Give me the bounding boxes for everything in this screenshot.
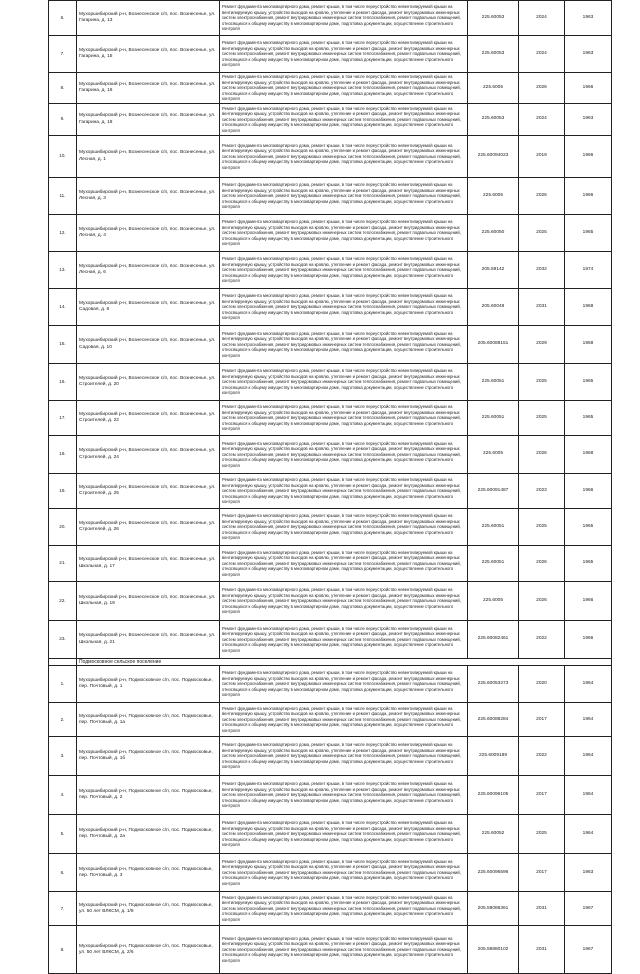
built-year-cell: 1964 — [565, 776, 612, 815]
table-row — [49, 926, 612, 974]
planned-year-cell: 2025 — [519, 815, 565, 854]
row-number: 6. — [49, 854, 77, 892]
built-year-cell: 1966 — [565, 582, 612, 621]
address-cell: Мухоршибирский р-н, Вознесенское с/п, пос. Вознесенье, ул. Гагарина, д. 13 — [77, 1, 220, 36]
cost-cell: 205.60088151 — [468, 326, 519, 364]
row-number: 10. — [49, 136, 77, 178]
cost-cell: 225.60096105 — [468, 776, 519, 815]
address-cell: Мухоршибирский р-н, Подмосковное с/п, пос. Подмосковье, пер. Почтовый, д. 1 — [77, 666, 220, 703]
planned-year-cell: 2031 — [519, 892, 565, 926]
cost-cell: 225.60053 — [468, 1, 519, 36]
cost-cell: 225.6009189 — [468, 737, 519, 776]
work-description-cell: Ремонт фундамента многоквартирного дома, ремонт крыши, в том числе переустройство невентилируемой крыши на вентилируемую крышу, устройство выходов на кровлю, утепление и ремонт фасада, ремонт внутридомовых инженерных систем электроснабжения, ремонт внутридомовых инженерных систем теплоснабжения, ремонт подвальных помещений, относящихся к общему имуществу в многоквартирном доме, подготовка документации, осуществление строительного контроля — [220, 73, 468, 104]
row-number: 21. — [49, 546, 77, 582]
planned-year-cell: 2026 — [519, 73, 565, 104]
planned-year-cell: 2026 — [519, 178, 565, 215]
table-row — [49, 737, 612, 776]
built-year-cell: 1966 — [565, 621, 612, 659]
cost-cell: 225.60082461 — [468, 621, 519, 659]
built-year-cell: 1963 — [565, 36, 612, 73]
row-number: 12. — [49, 215, 77, 252]
table-row — [49, 854, 612, 892]
cost-cell: 225.60051 — [468, 364, 519, 401]
built-year-cell: 1963 — [565, 854, 612, 892]
work-description-cell: Ремонт фундамента многоквартирного дома, ремонт крыши, в том числе переустройство невентилируемой крыши на вентилируемую крышу, устройство выходов на кровлю, утепление и ремонт фасада, ремонт внутридомовых инженерных систем электроснабжения, ремонт внутридомовых инженерных систем теплоснабжения, ремонт подвальных помещений, относящихся к общему имуществу в многоквартирном доме, подготовка документации, осуществление строительного контроля — [220, 136, 468, 178]
buildings-table — [48, 0, 612, 974]
address-cell: Мухоршибирский р-н, Подмосковное с/п, пос. Подмосковье, пер. Почтовый, д. 1б — [77, 737, 220, 776]
address-cell: Мухоршибирский р-н, Вознесенское с/п, пос. Вознесенье, ул. Строителей, д. 24 — [77, 436, 220, 474]
cost-cell: 205.59880102 — [468, 926, 519, 974]
planned-year-cell: 2025 — [519, 401, 565, 436]
planned-year-cell: 2019 — [519, 136, 565, 178]
work-description-cell: Ремонт фундамента многоквартирного дома, ремонт крыши, в том числе переустройство невентилируемой крыши на вентилируемую крышу, устройство выходов на кровлю, утепление и ремонт фасада, ремонт внутридомовых инженерных систем электроснабжения, ремонт внутридомовых инженерных систем теплоснабжения, ремонт подвальных помещений, относящихся к общему имуществу в многоквартирном доме, подготовка документации, осуществление строительного контроля — [220, 289, 468, 326]
cost-cell: 225.60088284 — [468, 703, 519, 737]
table-row — [49, 436, 612, 474]
address-cell: Мухоршибирский р-н, Вознесенское с/п, пос. Вознесенье, ул. Строителей, д. 22 — [77, 401, 220, 436]
built-year-cell: 1965 — [565, 546, 612, 582]
address-cell: Мухоршибирский р-н, Вознесенское с/п, пос. Вознесенье, ул. Гагарина, д. 18 — [77, 104, 220, 136]
row-number: 1. — [49, 666, 77, 703]
table-row — [49, 215, 612, 252]
built-year-cell: 1967 — [565, 892, 612, 926]
address-cell: Мухоршибирский р-н, Вознесенское с/п, пос. Вознесенье, ул. Лесная, д. 4 — [77, 215, 220, 252]
built-year-cell: 1964 — [565, 737, 612, 776]
planned-year-cell: 2026 — [519, 546, 565, 582]
work-description-cell: Ремонт фундамента многоквартирного дома, ремонт крыши, в том числе переустройство невентилируемой крыши на вентилируемую крышу, устройство выходов на кровлю, утепление и ремонт фасада, ремонт внутридомовых инженерных систем электроснабжения, ремонт внутридомовых инженерных систем теплоснабжения, ремонт подвальных помещений, относящихся к общему имуществу в многоквартирном доме, подготовка документации, осуществление строительного контроля — [220, 178, 468, 215]
address-cell: Мухоршибирский р-н, Подмосковное с/п, пос. Подмосковье, пер. Почтовый, д. 3 — [77, 854, 220, 892]
table-row — [49, 1, 612, 36]
address-cell: Мухоршибирский р-н, Подмосковное с/п, пос. Подмосковье, пер. Почтовый, д. 2 — [77, 776, 220, 815]
row-number: 15. — [49, 326, 77, 364]
row-number: 11. — [49, 178, 77, 215]
work-description-cell: Ремонт фундамента многоквартирного дома, ремонт крыши, в том числе переустройство невентилируемой крыши на вентилируемую крышу, устройство выходов на кровлю, утепление и ремонт фасада, ремонт внутридомовых инженерных систем электроснабжения, ремонт внутридомовых инженерных систем теплоснабжения, ремонт подвальных помещений, относящихся к общему имуществу в многоквартирном доме, подготовка документации, осуществление строительного контроля — [220, 509, 468, 546]
work-description-cell: Ремонт фундамента многоквартирного дома, ремонт крыши, в том числе переустройство невентилируемой крыши на вентилируемую крышу, устройство выходов на кровлю, утепление и ремонт фасада, ремонт внутридомовых инженерных систем электроснабжения, ремонт внутридомовых инженерных систем теплоснабжения, ремонт подвальных помещений, относящихся к общему имуществу в многоквартирном доме, подготовка документации, осуществление строительного контроля — [220, 815, 468, 854]
row-number: 17. — [49, 401, 77, 436]
address-cell: Мухоршибирский р-н, Вознесенское с/п, пос. Вознесенье, ул. Лесная, д. 6 — [77, 252, 220, 289]
planned-year-cell: 2032 — [519, 252, 565, 289]
row-number: 22. — [49, 582, 77, 621]
address-cell: Мухоршибирский р-н, Подмосковное с/п, пос. Подмосковье, ул. 50 лет ВЛКСМ, д. 1/8 — [77, 892, 220, 926]
work-description-cell: Ремонт фундамента многоквартирного дома, ремонт крыши, в том числе переустройство невентилируемой крыши на вентилируемую крышу, устройство выходов на кровлю, утепление и ремонт фасада, ремонт внутридомовых инженерных систем электроснабжения, ремонт внутридомовых инженерных систем теплоснабжения, ремонт подвальных помещений, относящихся к общему имуществу в многоквартирном доме, подготовка документации, осуществление строительного контроля — [220, 36, 468, 73]
row-number: 13. — [49, 252, 77, 289]
built-year-cell: 1966 — [565, 474, 612, 509]
row-number: 18. — [49, 436, 77, 474]
table-row — [49, 178, 612, 215]
built-year-cell: 1965 — [565, 509, 612, 546]
cost-cell: 225.6005 — [468, 178, 519, 215]
built-year-cell: 1966 — [565, 73, 612, 104]
work-description-cell: Ремонт фундамента многоквартирного дома, ремонт крыши, в том числе переустройство невентилируемой крыши на вентилируемую крышу, устройство выходов на кровлю, утепление и ремонт фасада, ремонт внутридомовых инженерных систем электроснабжения, ремонт внутридомовых инженерных систем теплоснабжения, ремонт подвальных помещений, относящихся к общему имуществу в многоквартирном доме, подготовка документации, осуществление строительного контроля — [220, 436, 468, 474]
planned-year-cell: 2017 — [519, 776, 565, 815]
address-cell: Мухоршибирский р-н, Подмосковное с/п, пос. Подмосковье, ул. 50 лет ВЛКСМ, д. 2/6 — [77, 926, 220, 974]
row-number: 23. — [49, 621, 77, 659]
built-year-cell: 1966 — [565, 136, 612, 178]
planned-year-cell: 2024 — [519, 36, 565, 73]
table-body-bottom — [49, 666, 612, 974]
cost-cell: 205.60048 — [468, 289, 519, 326]
built-year-cell: 1964 — [565, 666, 612, 703]
table-row — [49, 36, 612, 73]
table-row — [49, 474, 612, 509]
work-description-cell: Ремонт фундамента многоквартирного дома, ремонт крыши, в том числе переустройство невентилируемой крыши на вентилируемую крышу, устройство выходов на кровлю, утепление и ремонт фасада, ремонт внутридомовых инженерных систем электроснабжения, ремонт внутридомовых инженерных систем теплоснабжения, ремонт подвальных помещений, относящихся к общему имуществу в многоквартирном доме, подготовка документации, осуществление строительного контроля — [220, 926, 468, 974]
cost-cell: 225.60053 — [468, 104, 519, 136]
planned-year-cell: 2017 — [519, 854, 565, 892]
planned-year-cell: 2025 — [519, 364, 565, 401]
row-number: 5. — [49, 815, 77, 854]
cost-cell: 225.60051 — [468, 509, 519, 546]
cost-cell: 225.60053 — [468, 36, 519, 73]
row-number: 7. — [49, 36, 77, 73]
cost-cell: 205.59142 — [468, 252, 519, 289]
row-number: 2. — [49, 703, 77, 737]
work-description-cell: Ремонт фундамента многоквартирного дома, ремонт крыши, в том числе переустройство невентилируемой крыши на вентилируемую крышу, устройство выходов на кровлю, утепление и ремонт фасада, ремонт внутридомовых инженерных систем электроснабжения, ремонт внутридомовых инженерных систем теплоснабжения, ремонт подвальных помещений, относящихся к общему имуществу в многоквартирном доме, подготовка документации, осуществление строительного контроля — [220, 703, 468, 737]
work-description-cell: Ремонт фундамента многоквартирного дома, ремонт крыши, в том числе переустройство невентилируемой крыши на вентилируемую крышу, устройство выходов на кровлю, утепление и ремонт фасада, ремонт внутридомовых инженерных систем электроснабжения, ремонт внутридомовых инженерных систем теплоснабжения, ремонт подвальных помещений, относящихся к общему имуществу в многоквартирном доме, подготовка документации, осуществление строительного контроля — [220, 401, 468, 436]
address-cell: Мухоршибирский р-н, Вознесенское с/п, пос. Вознесенье, ул. Лесная, д. 3 — [77, 178, 220, 215]
planned-year-cell: 2024 — [519, 1, 565, 36]
cost-cell: 225.6005 — [468, 582, 519, 621]
work-description-cell: Ремонт фундамента многоквартирного дома, ремонт крыши, в том числе переустройство невентилируемой крыши на вентилируемую крышу, устройство выходов на кровлю, утепление и ремонт фасада, ремонт внутридомовых инженерных систем электроснабжения, ремонт внутридомовых инженерных систем теплоснабжения, ремонт подвальных помещений, относящихся к общему имуществу в многоквартирном доме, подготовка документации, осуществление строительного контроля — [220, 1, 468, 36]
built-year-cell: 1965 — [565, 215, 612, 252]
row-number: 14. — [49, 289, 77, 326]
planned-year-cell: 2024 — [519, 104, 565, 136]
work-description-cell: Ремонт фундамента многоквартирного дома, ремонт крыши, в том числе переустройство невентилируемой крыши на вентилируемую крышу, устройство выходов на кровлю, утепление и ремонт фасада, ремонт внутридомовых инженерных систем электроснабжения, ремонт внутридомовых инженерных систем теплоснабжения, ремонт подвальных помещений, относящихся к общему имуществу в многоквартирном доме, подготовка документации, осуществление строительного контроля — [220, 215, 468, 252]
work-description-cell: Ремонт фундамента многоквартирного дома, ремонт крыши, в том числе переустройство невентилируемой крыши на вентилируемую крышу, устройство выходов на кровлю, утепление и ремонт фасада, ремонт внутридомовых инженерных систем электроснабжения, ремонт внутридомовых инженерных систем теплоснабжения, ремонт подвальных помещений, относящихся к общему имуществу в многоквартирном доме, подготовка документации, осуществление строительного контроля — [220, 666, 468, 703]
row-number: 8. — [49, 73, 77, 104]
planned-year-cell: 2026 — [519, 582, 565, 621]
table-row — [49, 136, 612, 178]
table-row — [49, 364, 612, 401]
address-cell: Мухоршибирский р-н, Вознесенское с/п, пос. Вознесенье, ул. Садовая, д. 8 — [77, 289, 220, 326]
cost-cell: 225.60051 — [468, 546, 519, 582]
planned-year-cell: 2022 — [519, 737, 565, 776]
section-row-group — [49, 659, 612, 666]
table-row — [49, 776, 612, 815]
built-year-cell: 1968 — [565, 289, 612, 326]
built-year-cell: 1964 — [565, 703, 612, 737]
cost-cell: 225.60096596 — [468, 854, 519, 892]
table-row — [49, 401, 612, 436]
work-description-cell: Ремонт фундамента многоквартирного дома, ремонт крыши, в том числе переустройство невентилируемой крыши на вентилируемую крышу, устройство выходов на кровлю, утепление и ремонт фасада, ремонт внутридомовых инженерных систем электроснабжения, ремонт внутридомовых инженерных систем теплоснабжения, ремонт подвальных помещений, относящихся к общему имуществу в многоквартирном доме, подготовка документации, осуществление строительного контроля — [220, 854, 468, 892]
section-number — [49, 659, 77, 666]
address-cell: Мухоршибирский р-н, Вознесенское с/п, пос. Вознесенье, ул. Строителей, д. 26 — [77, 509, 220, 546]
address-cell: Мухоршибирский р-н, Вознесенское с/п, пос. Вознесенье, ул. Гагарина, д. 15 — [77, 36, 220, 73]
table-row — [49, 73, 612, 104]
planned-year-cell: 2026 — [519, 436, 565, 474]
planned-year-cell: 2020 — [519, 666, 565, 703]
row-number: 4. — [49, 776, 77, 815]
section-title: Подмосковное сельское поселение — [77, 659, 612, 666]
address-cell: Мухоршибирский р-н, Подмосковное с/п, пос. Подмосковье, пер. Почтовый, д. 2а — [77, 815, 220, 854]
work-description-cell: Ремонт фундамента многоквартирного дома, ремонт крыши, в том числе переустройство невентилируемой крыши на вентилируемую крышу, устройство выходов на кровлю, утепление и ремонт фасада, ремонт внутридомовых инженерных систем электроснабжения, ремонт внутридомовых инженерных систем теплоснабжения, ремонт подвальных помещений, относящихся к общему имуществу в многоквартирном доме, подготовка документации, осуществление строительного контроля — [220, 776, 468, 815]
table-body-top — [49, 1, 612, 659]
table-row — [49, 104, 612, 136]
work-description-cell: Ремонт фундамента многоквартирного дома, ремонт крыши, в том числе переустройство невентилируемой крыши на вентилируемую крышу, устройство выходов на кровлю, утепление и ремонт фасада, ремонт внутридомовых инженерных систем электроснабжения, ремонт внутридомовых инженерных систем теплоснабжения, ремонт подвальных помещений, относящихся к общему имуществу в многоквартирном доме, подготовка документации, осуществление строительного контроля — [220, 621, 468, 659]
planned-year-cell: 2023 — [519, 474, 565, 509]
address-cell: Мухоршибирский р-н, Вознесенское с/п, пос. Вознесенье, ул. Строителей, д. 25 — [77, 474, 220, 509]
address-cell: Мухоршибирский р-н, Вознесенское с/п, пос. Вознесенье, ул. Гагарина, д. 16 — [77, 73, 220, 104]
row-number: 8. — [49, 926, 77, 974]
cost-cell: 225.60050 — [468, 215, 519, 252]
built-year-cell: 1965 — [565, 364, 612, 401]
address-cell: Мухоршибирский р-н, Вознесенское с/п, пос. Вознесенье, ул. Школьная, д. 19 — [77, 582, 220, 621]
work-description-cell: Ремонт фундамента многоквартирного дома, ремонт крыши, в том числе переустройство невентилируемой крыши на вентилируемую крышу, устройство выходов на кровлю, утепление и ремонт фасада, ремонт внутридомовых инженерных систем электроснабжения, ремонт внутридомовых инженерных систем теплоснабжения, ремонт подвальных помещений, относящихся к общему имуществу в многоквартирном доме, подготовка документации, осуществление строительного контроля — [220, 737, 468, 776]
address-cell: Мухоршибирский р-н, Вознесенское с/п, пос. Вознесенье, ул. Садовая, д. 10 — [77, 326, 220, 364]
address-cell: Мухоршибирский р-н, Вознесенское с/п, пос. Вознесенье, ул. Строителей, д. 20 — [77, 364, 220, 401]
built-year-cell: 1974 — [565, 252, 612, 289]
built-year-cell: 1963 — [565, 1, 612, 36]
table-row — [49, 621, 612, 659]
work-description-cell: Ремонт фундамента многоквартирного дома, ремонт крыши, в том числе переустройство невентилируемой крыши на вентилируемую крышу, устройство выходов на кровлю, утепление и ремонт фасада, ремонт внутридомовых инженерных систем электроснабжения, ремонт внутридомовых инженерных систем теплоснабжения, ремонт подвальных помещений, относящихся к общему имуществу в многоквартирном доме, подготовка документации, осуществление строительного контроля — [220, 474, 468, 509]
planned-year-cell: 2031 — [519, 926, 565, 974]
cost-cell: 225.60053273 — [468, 666, 519, 703]
built-year-cell: 1963 — [565, 104, 612, 136]
table-row — [49, 326, 612, 364]
planned-year-cell: 2029 — [519, 326, 565, 364]
row-number: 19. — [49, 474, 77, 509]
table-row — [49, 546, 612, 582]
planned-year-cell: 2017 — [519, 703, 565, 737]
address-cell: Мухоршибирский р-н, Вознесенское с/п, пос. Вознесенье, ул. Школьная, д. 17 — [77, 546, 220, 582]
table-row — [49, 509, 612, 546]
table-row — [49, 666, 612, 703]
built-year-cell: 1968 — [565, 436, 612, 474]
work-description-cell: Ремонт фундамента многоквартирного дома, ремонт крыши, в том числе переустройство невентилируемой крыши на вентилируемую крышу, устройство выходов на кровлю, утепление и ремонт фасада, ремонт внутридомовых инженерных систем электроснабжения, ремонт внутридомовых инженерных систем теплоснабжения, ремонт подвальных помещений, относящихся к общему имуществу в многоквартирном доме, подготовка документации, осуществление строительного контроля — [220, 104, 468, 136]
row-number: 7. — [49, 892, 77, 926]
planned-year-cell: 2025 — [519, 509, 565, 546]
work-description-cell: Ремонт фундамента многоквартирного дома, ремонт крыши, в том числе переустройство невентилируемой крыши на вентилируемую крышу, устройство выходов на кровлю, утепление и ремонт фасада, ремонт внутридомовых инженерных систем электроснабжения, ремонт внутридомовых инженерных систем теплоснабжения, ремонт подвальных помещений, относящихся к общему имуществу в многоквартирном доме, подготовка документации, осуществление строительного контроля — [220, 892, 468, 926]
cost-cell: 225.60051 — [468, 401, 519, 436]
cost-cell: 225.60091487 — [468, 474, 519, 509]
work-description-cell: Ремонт фундамента многоквартирного дома, ремонт крыши, в том числе переустройство невентилируемой крыши на вентилируемую крышу, устройство выходов на кровлю, утепление и ремонт фасада, ремонт внутридомовых инженерных систем электроснабжения, ремонт внутридомовых инженерных систем теплоснабжения, ремонт подвальных помещений, относящихся к общему имуществу в многоквартирном доме, подготовка документации, осуществление строительного контроля — [220, 364, 468, 401]
work-description-cell: Ремонт фундамента многоквартирного дома, ремонт крыши, в том числе переустройство невентилируемой крыши на вентилируемую крышу, устройство выходов на кровлю, утепление и ремонт фасада, ремонт внутридомовых инженерных систем электроснабжения, ремонт внутридомовых инженерных систем теплоснабжения, ремонт подвальных помещений, относящихся к общему имуществу в многоквартирном доме, подготовка документации, осуществление строительного контроля — [220, 326, 468, 364]
table-row — [49, 289, 612, 326]
cost-cell: 205.59086361 — [468, 892, 519, 926]
table-row — [49, 892, 612, 926]
work-description-cell: Ремонт фундамента многоквартирного дома, ремонт крыши, в том числе переустройство невентилируемой крыши на вентилируемую крышу, устройство выходов на кровлю, утепление и ремонт фасада, ремонт внутридомовых инженерных систем электроснабжения, ремонт внутридомовых инженерных систем теплоснабжения, ремонт подвальных помещений, относящихся к общему имуществу в многоквартирном доме, подготовка документации, осуществление строительного контроля — [220, 252, 468, 289]
row-number: 6. — [49, 1, 77, 36]
planned-year-cell: 2025 — [519, 215, 565, 252]
planned-year-cell: 2031 — [519, 289, 565, 326]
table-row — [49, 582, 612, 621]
address-cell: Мухоршибирский р-н, Вознесенское с/п, пос. Вознесенье, ул. Школьная, д. 21 — [77, 621, 220, 659]
built-year-cell: 1966 — [565, 178, 612, 215]
built-year-cell: 1967 — [565, 926, 612, 974]
cost-cell: 225.60094023 — [468, 136, 519, 178]
section-row — [49, 659, 612, 666]
built-year-cell: 1968 — [565, 326, 612, 364]
document-page — [48, 0, 611, 974]
built-year-cell: 1965 — [565, 401, 612, 436]
cost-cell: 225.6005 — [468, 436, 519, 474]
cost-cell: 225.60052 — [468, 815, 519, 854]
row-number: 9. — [49, 104, 77, 136]
built-year-cell: 1964 — [565, 815, 612, 854]
row-number: 16. — [49, 364, 77, 401]
work-description-cell: Ремонт фундамента многоквартирного дома, ремонт крыши, в том числе переустройство невентилируемой крыши на вентилируемую крышу, устройство выходов на кровлю, утепление и ремонт фасада, ремонт внутридомовых инженерных систем электроснабжения, ремонт внутридомовых инженерных систем теплоснабжения, ремонт подвальных помещений, относящихся к общему имуществу в многоквартирном доме, подготовка документации, осуществление строительного контроля — [220, 582, 468, 621]
row-number: 3. — [49, 737, 77, 776]
table-row — [49, 815, 612, 854]
address-cell: Мухоршибирский р-н, Подмосковное с/п, пос. Подмосковье, пер. Почтовый, д. 1а — [77, 703, 220, 737]
cost-cell: 225.6005 — [468, 73, 519, 104]
planned-year-cell: 2022 — [519, 621, 565, 659]
table-row — [49, 252, 612, 289]
work-description-cell: Ремонт фундамента многоквартирного дома, ремонт крыши, в том числе переустройство невентилируемой крыши на вентилируемую крышу, устройство выходов на кровлю, утепление и ремонт фасада, ремонт внутридомовых инженерных систем электроснабжения, ремонт внутридомовых инженерных систем теплоснабжения, ремонт подвальных помещений, относящихся к общему имуществу в многоквартирном доме, подготовка документации, осуществление строительного контроля — [220, 546, 468, 582]
table-row — [49, 703, 612, 737]
address-cell: Мухоршибирский р-н, Вознесенское с/п, пос. Вознесенье, ул. Лесная, д. 1 — [77, 136, 220, 178]
row-number: 20. — [49, 509, 77, 546]
